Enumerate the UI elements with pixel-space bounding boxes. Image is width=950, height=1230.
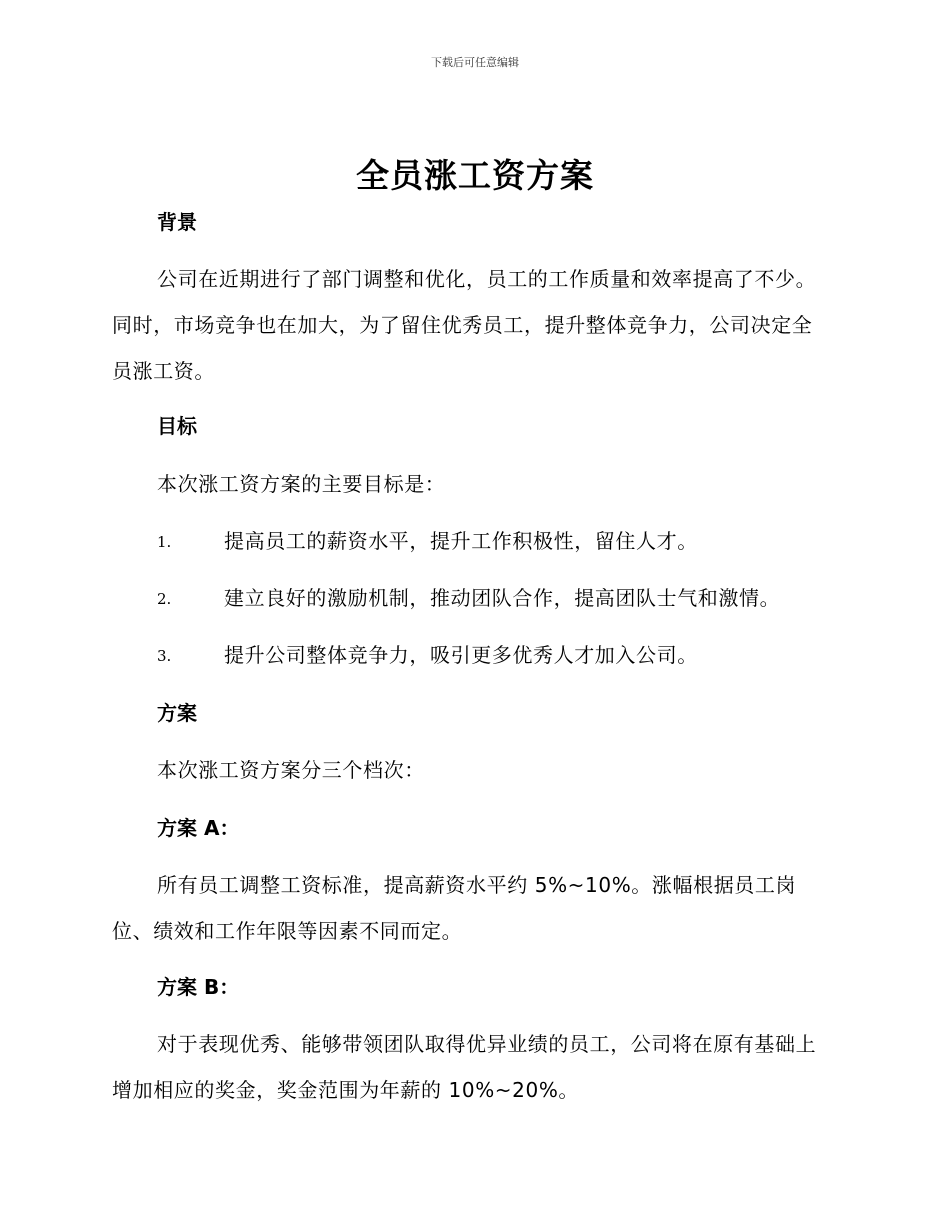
document-title: 全员涨工资方案 xyxy=(356,156,594,195)
list-item-number: 3. xyxy=(157,647,172,665)
goals-intro: 本次涨工资方案的主要目标是： xyxy=(157,472,446,496)
list-item-number: 1. xyxy=(157,533,172,551)
background-paragraph: 公司在近期进行了部门调整和优化，员工的工作质量和效率提高了不少。同时，市场竞争也在加大，为了留住优秀员工，提升整体竞争力，公司决定全员涨工资。 xyxy=(112,267,817,383)
list-item-text: 提升公司整体竞争力，吸引更多优秀人才加入公司。 xyxy=(224,643,698,667)
plan-intro: 本次涨工资方案分三个档次： xyxy=(157,758,425,782)
list-item-number: 2. xyxy=(157,590,172,608)
plan-a-heading: 方案 A： xyxy=(157,816,240,840)
plan-a-paragraph: 所有员工调整工资标准，提高薪资水平约 5%~10%。涨幅根据员工岗位、绩效和工作年限等因素不同而定。 xyxy=(112,873,797,943)
section-heading-plan: 方案 xyxy=(157,701,197,725)
section-heading-goals: 目标 xyxy=(157,414,197,438)
plan-b-paragraph: 对于表现优秀、能够带领团队取得优异业绩的员工，公司将在原有基础上增加相应的奖金，奖金范围为年薪的 10%~20%。 xyxy=(112,1032,817,1102)
list-item-text: 建立良好的激励机制，推动团队合作，提高团队士气和激情。 xyxy=(224,586,781,610)
header-note: 下载后可任意编辑 xyxy=(431,56,519,69)
section-heading-background: 背景 xyxy=(157,210,197,234)
plan-b-heading: 方案 B： xyxy=(157,975,240,999)
list-item-text: 提高员工的薪资水平，提升工作积极性，留住人才。 xyxy=(224,529,698,553)
